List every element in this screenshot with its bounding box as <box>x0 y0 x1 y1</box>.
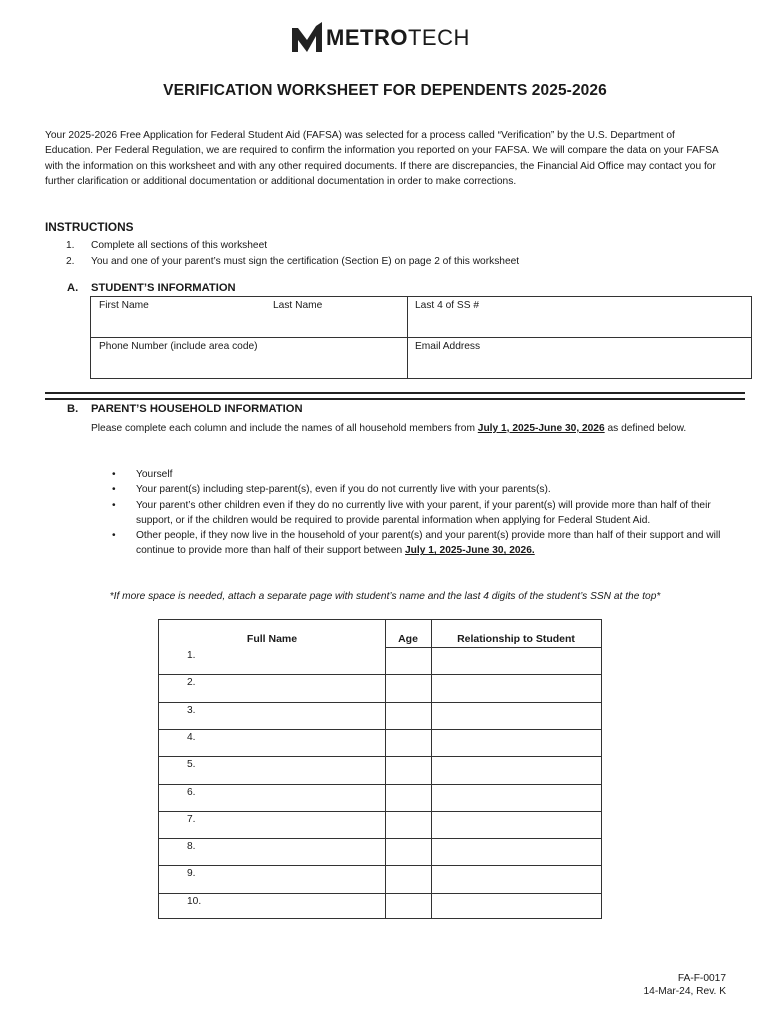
table-row[interactable]: 9. <box>187 868 196 880</box>
form-number: FA-F-0017 <box>677 973 726 984</box>
instructions-heading: INSTRUCTIONS <box>45 220 134 234</box>
section-a-heading: A. STUDENT’S INFORMATION <box>67 282 236 294</box>
first-name-field[interactable]: First Name <box>99 300 149 311</box>
metrotech-logo <box>292 18 470 58</box>
revision-date: 14-Mar-24, Rev. K <box>643 986 726 997</box>
table-row[interactable]: 2. <box>187 677 196 689</box>
list-item: • Your parent(s) including step-parent(s), even if you do not currently live with your parents(s). <box>112 484 551 496</box>
instructions-list <box>66 238 519 269</box>
household-members-list <box>112 467 722 559</box>
column-header-full-name: Full Name <box>246 633 298 645</box>
intro-paragraph: Your 2025-2026 Free Application for Federal Student Aid (FAFSA) was selected for a process called “Verification” by the U.S. Department of Education. Per Federal Regulation, we are required to confirm the information you reported on your FAFSA. We will compare the data on your FAFSA with the information on this worksheet and with any other required documents. If there are discrepancies, the Financial Aid Office may contact you for further clarification or additional documentation or additional documentation in order to make corrections. <box>45 130 719 187</box>
date-range: July 1, 2025-June 30, 2026. <box>405 545 535 557</box>
table-row[interactable]: 5. <box>187 759 196 771</box>
list-item: • Yourself <box>112 469 173 480</box>
phone-number-field[interactable]: Phone Number (include area code) <box>99 341 258 352</box>
student-info-table <box>90 296 752 379</box>
ssn-last4-field[interactable]: Last 4 of SS # <box>415 300 479 311</box>
table-row[interactable]: 8. <box>187 841 196 853</box>
section-divider <box>45 392 745 400</box>
last-name-field[interactable]: Last Name <box>273 300 323 311</box>
date-range: July 1, 2025-June 30, 2026 <box>477 423 605 434</box>
table-row[interactable]: 4. <box>187 731 196 743</box>
page-title: VERIFICATION WORKSHEET FOR DEPENDENTS 2025-2026 <box>163 82 607 99</box>
instruction-item: 1. Complete all sections of this worksheet <box>66 240 268 251</box>
table-row[interactable]: 6. <box>187 786 196 798</box>
logo-text-bold: METRO <box>326 25 408 50</box>
section-b-paragraph: Please complete each column and include the names of all household members from July 1, 2025-June 30, 2026 as defined below. <box>91 423 687 434</box>
list-item: • Your parent’s other children even if they do no currently live with your parent, if your parent(s) will provide more than half of their support, or if the children would be required to provide parental information when applying for Federal Student Aid. <box>112 499 711 526</box>
household-table <box>158 619 602 919</box>
table-row[interactable]: 3. <box>187 704 196 716</box>
instruction-item: 2. You and one of your parent’s must sign the certification (Section E) on page 2 of this worksheet <box>66 255 520 267</box>
extra-space-note: *If more space is needed, attach a separate page with student’s name and the last 4 digits of the student’s SSN at the top* <box>109 591 661 602</box>
form-footer <box>644 972 726 998</box>
table-row[interactable]: 1. <box>187 650 196 661</box>
column-header-age: Age <box>398 633 418 645</box>
metrotech-logo-mark-icon <box>292 22 322 54</box>
column-header-relationship: Relationship to Student <box>457 633 575 645</box>
section-b-heading: B. PARENT’S HOUSEHOLD INFORMATION <box>67 403 303 415</box>
logo-text-light: TECH <box>407 25 470 50</box>
list-item: • Other people, if they now live in the household of your parent(s) and your parent(s) provide more than half of their support and will continue to provide more than half of their support between July 1, 2025-June 30, 2026. <box>112 530 721 557</box>
email-address-field[interactable]: Email Address <box>415 341 481 352</box>
table-row[interactable]: 7. <box>187 813 196 825</box>
table-row[interactable]: 10. <box>187 895 202 907</box>
